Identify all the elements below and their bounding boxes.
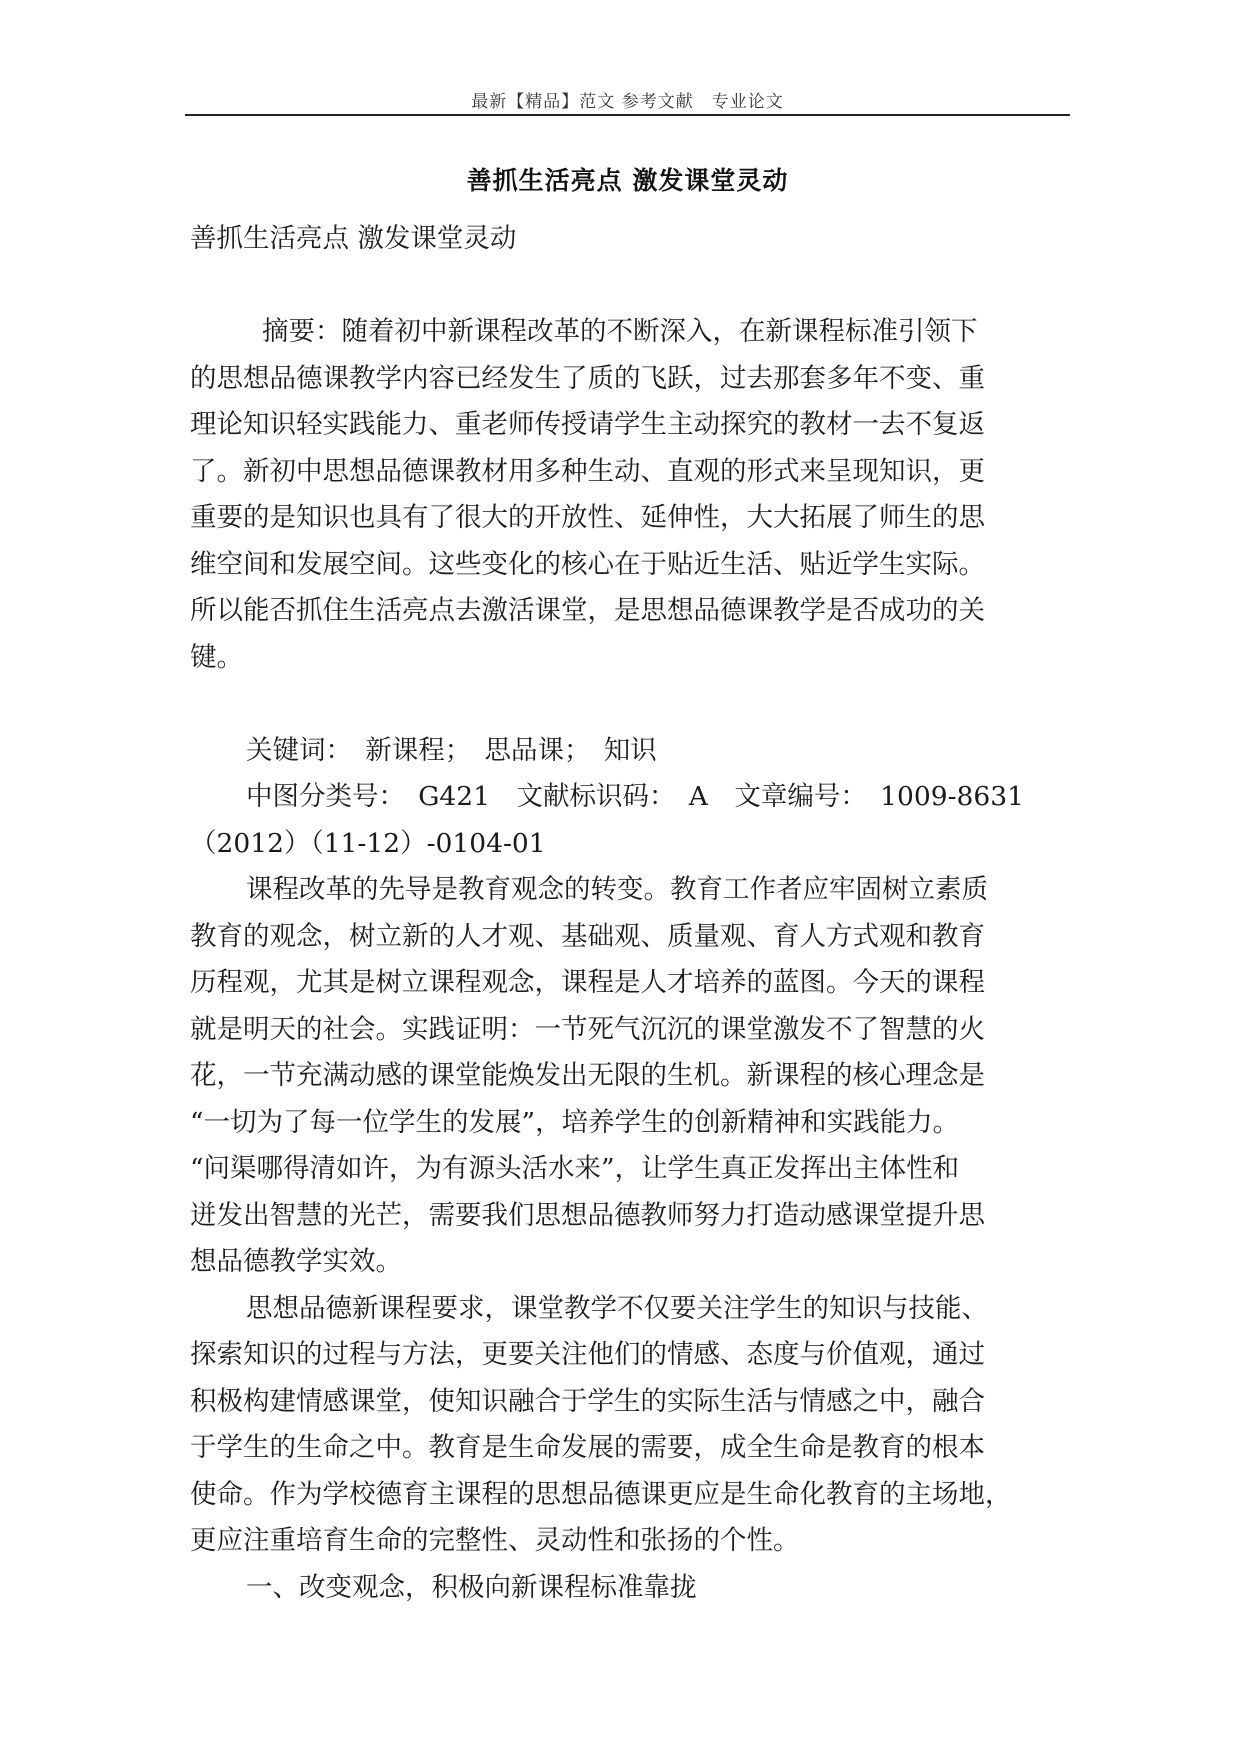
text-line: 花，一节充满动感的课堂能焕发出无限的生机。新课程的核心理念是	[190, 1060, 985, 1091]
document-subtitle: 善抓生活亮点 激发课堂灵动	[190, 223, 517, 254]
text-line: 想品德教学实效。	[190, 1246, 402, 1277]
text-line: 重要的是知识也具有了很大的开放性、延伸性，大大拓展了师生的思	[190, 502, 985, 533]
blank-line	[190, 681, 1060, 728]
page-header: 最新【精品】范文 参考文献 专业论文	[471, 92, 784, 112]
text-line: 所以能否抓住生活亮点去激活课堂，是思想品德课教学是否成功的关	[190, 595, 985, 626]
blank-line	[190, 263, 1060, 310]
text-line: 教育的观念，树立新的人才观、基础观、质量观、育人方式观和教育	[190, 920, 985, 952]
text-line: 迸发出智慧的光芒，需要我们思想品德教师努力打造动感课堂提升思	[190, 1199, 985, 1231]
document-body	[190, 216, 1060, 1611]
document-title: 善抓生活亮点 激发课堂灵动	[466, 166, 789, 195]
text-line: 一、改变观念，积极向新课程标准靠拢	[246, 1571, 697, 1603]
text-line: 积极构建情感课堂，使知识融合于学生的实际生活与情感之中，融合	[190, 1385, 985, 1417]
body-text	[190, 309, 1060, 1611]
text-line: 键。	[190, 641, 243, 673]
text-line: 使命。作为学校德育主课程的思想品德课更应是生命化教育的主场地，	[190, 1478, 1012, 1510]
text-line: 历程观，尤其是树立课程观念，课程是人才培养的蓝图。今天的课程	[190, 967, 985, 998]
text-line: 课程改革的先导是教育观念的转变。教育工作者应牢固树立素质	[246, 874, 988, 905]
text-line: 理论知识轻实践能力、重老师传授请学生主动探究的教材一去不复返	[190, 409, 985, 440]
text-line: “一切为了每一位学生的发展”，培养学生的创新精神和实践能力。	[190, 1106, 960, 1138]
text-line: 了。新初中思想品德课教材用多种生动、直观的形式来呈现知识，更	[190, 455, 985, 487]
text-line: 的思想品德课教学内容已经发生了质的飞跃，过去那套多年不变、重	[190, 362, 985, 394]
header-divider	[185, 114, 1070, 116]
text-line: （2012）（11-12）-0104-01	[190, 827, 546, 859]
text-line: 中图分类号： G421 文献标识码： A 文章编号： 1009-8631	[246, 781, 1024, 812]
text-line: “问渠哪得清如许，为有源头活水来”，让学生真正发挥出主体性和	[190, 1153, 960, 1184]
text-line: 思想品德新课程要求，课堂教学不仅要关注学生的知识与技能、	[246, 1292, 988, 1324]
text-line: 更应注重培育生命的完整性、灵动性和张扬的个性。	[190, 1525, 800, 1556]
text-line: 于学生的生命之中。教育是生命发展的需要，成全生命是教育的根本	[190, 1432, 985, 1463]
text-line: 就是明天的社会。实践证明：一节死气沉沉的课堂激发不了智慧的火	[190, 1013, 985, 1045]
text-line: 维空间和发展空间。这些变化的核心在于贴近生活、贴近学生实际。	[190, 548, 985, 580]
text-line: 摘要：随着初中新课程改革的不断深入，在新课程标准引领下	[262, 316, 978, 347]
text-line: 探索知识的过程与方法，更要关注他们的情感、态度与价值观，通过	[190, 1339, 985, 1370]
text-line: 关键词： 新课程； 思品课； 知识	[246, 734, 657, 766]
